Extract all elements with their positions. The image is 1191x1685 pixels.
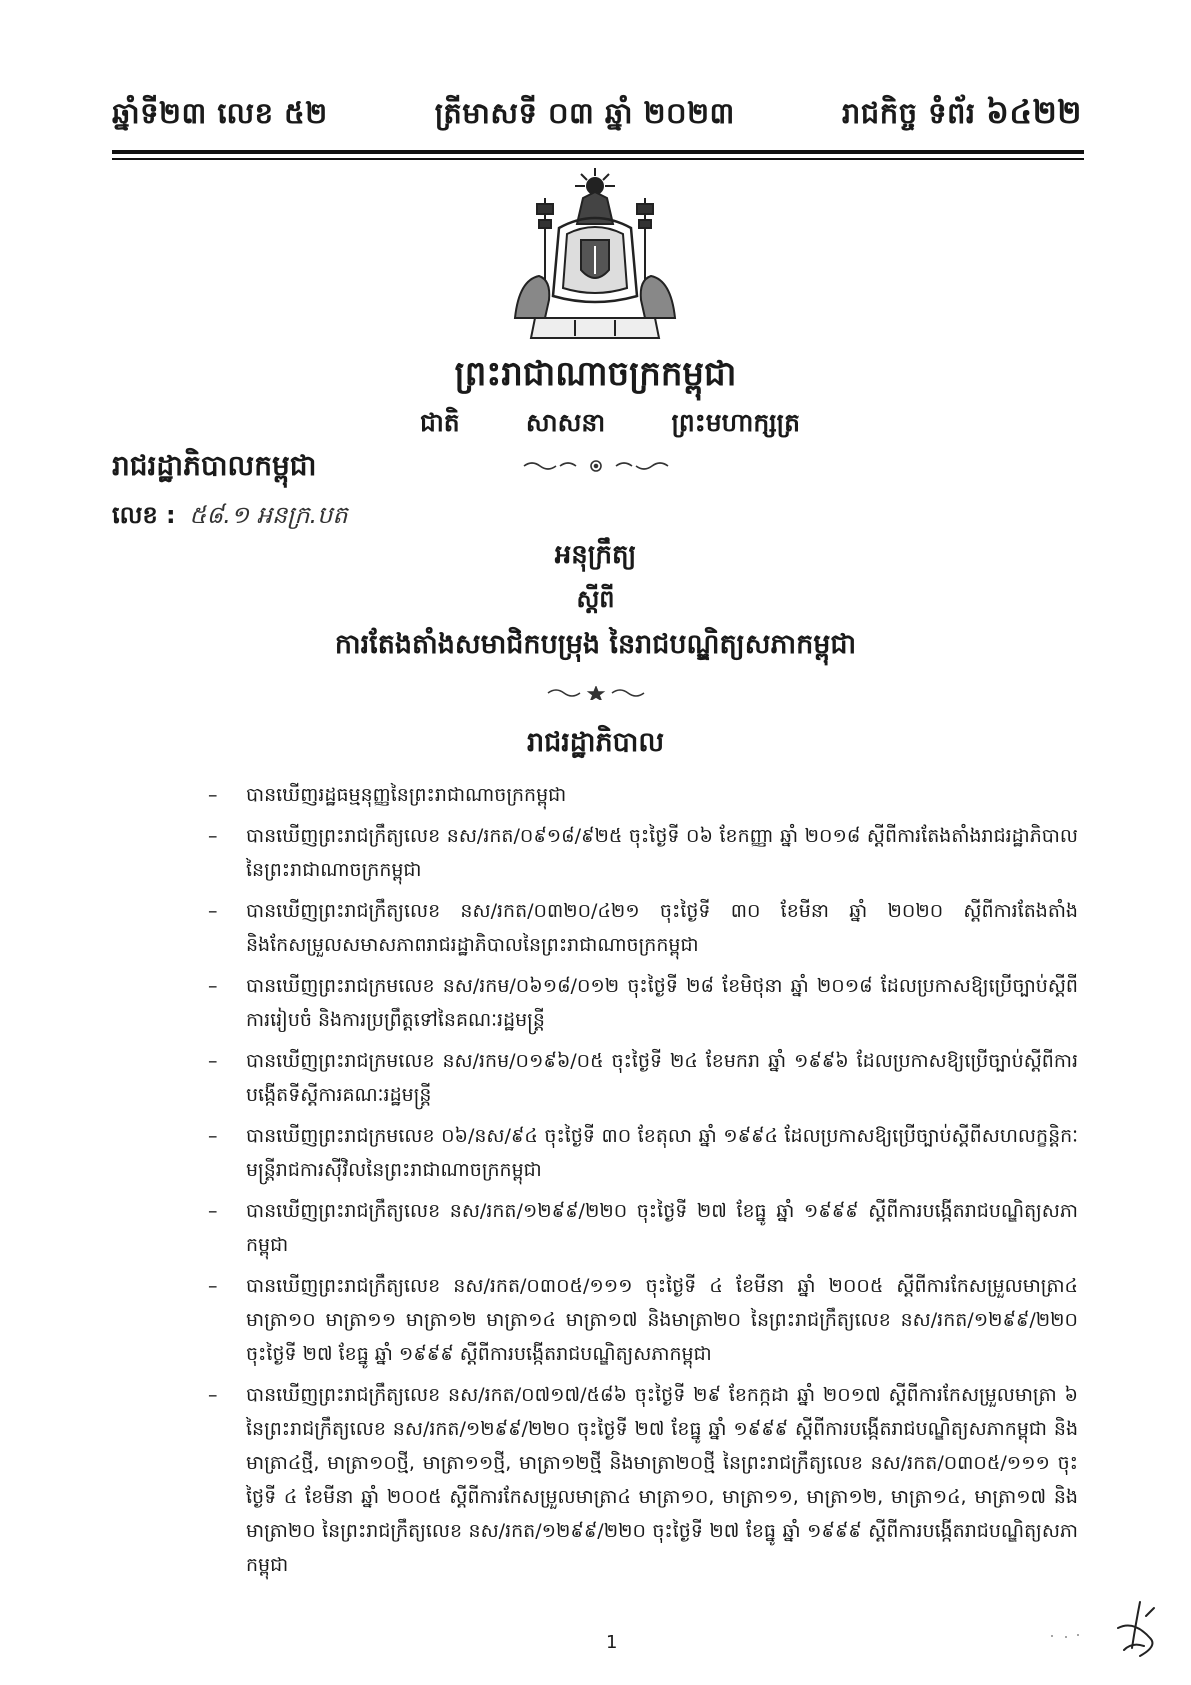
header-rule-thin: [112, 158, 1084, 160]
list-item: – បានឃើញព្រះរាជក្រឹត្យលេខ នស/រកត/០៧១៧/៥៨៦ ចុះថ្ងៃទី ២៩ ខែកក្កដា ឆ្នាំ ២០១៧ ស្ដីពីការកែសម្រួលមាត្រា ៦ នៃព្រះរាជក្រឹត្យលេខ នស/រកត/១២៩៩/២២០ ចុះថ្ងៃទី ២៧ ខែធ្នូ ឆ្នាំ ១៩៩៩ ស្ដីពីការបង្កើតរាជបណ្ឌិត្យសភាកម្ពុជា និងមាត្រា៤ថ្មី, មាត្រា១០ថ្មី, មាត្រា១១ថ្មី, មាត្រា១២ថ្មី និងមាត្រា២០ថ្មី នៃព្រះរាជក្រឹត្យលេខ នស/រកត/០៣០៥/១១១ ចុះថ្ងៃទី ៤ ខែមីនា ឆ្នាំ ២០០៥ ស្ដីពីការកែសម្រួលមាត្រា៤ មាត្រា១០, មាត្រា១១, មាត្រា១២, មាត្រា១៤, មាត្រា១៧ និងមាត្រា២០ នៃព្រះរាជក្រឹត្យលេខ នស/រកត/១២៩៩/២២០ ចុះថ្ងៃទី ២៧ ខែធ្នូ ឆ្នាំ ១៩៩៩ ស្ដីពីការបង្កើតរាជបណ្ឌិត្យសភាកម្ពុជា: [208, 1384, 1078, 1576]
header-issue: ឆ្នាំទី២៣ លេខ ៥២: [112, 96, 328, 130]
motto-religion: សាសនា: [525, 408, 606, 437]
motto-king: ព្រះមហាក្សត្រ: [671, 408, 800, 437]
header-page: [842, 92, 1082, 139]
handwritten-initials-icon: [1110, 1598, 1168, 1662]
header-rule-thick: [112, 150, 1084, 154]
ornament-divider-icon: [520, 458, 672, 474]
list-item: – បានឃើញព្រះរាជក្រមលេខ នស/រកម/០៦១៨/០១២ ចុះថ្ងៃទី ២៨ ខែមិថុនា ឆ្នាំ ២០១៨ ដែលប្រកាសឱ្យប្រើច្បាប់ស្ដីពីការរៀបចំ និងការប្រព្រឹត្តទៅនៃគណៈរដ្ឋមន្ត្រី: [208, 975, 1078, 1031]
national-motto: [420, 408, 800, 444]
document-type: អនុក្រឹត្យ: [554, 540, 637, 570]
list-item: – បានឃើញព្រះរាជក្រឹត្យលេខ នស/រកត/០៣០៥/១១១ ចុះថ្ងៃទី ៤ ខែមីនា ឆ្នាំ ២០០៥ ស្ដីពីការកែសម្រួលមាត្រា៤ មាត្រា១០ មាត្រា១១ មាត្រា១២ មាត្រា១៤ មាត្រា១៧ និងមាត្រា២០ នៃព្រះរាជក្រឹត្យលេខ នស/រកត/១២៩៩/២២០ ចុះថ្ងៃទី ២៧ ខែធ្នូ ឆ្នាំ ១៩៩៩ ស្ដីពីការបង្កើតរាជបណ្ឌិត្យសភាកម្ពុជា: [208, 1275, 1078, 1365]
list-item: – បានឃើញព្រះរាជក្រឹត្យលេខ នស/រកត/០៩១៨/៩២៥ ចុះថ្ងៃទី ០៦ ខែកញ្ញា ឆ្នាំ ២០១៨ ស្ដីពីការតែងតាំងរាជរដ្ឋាភិបាលនៃព្រះរាជាណាចក្រកម្ពុជា: [208, 825, 1078, 881]
page-number: 1: [606, 1632, 618, 1653]
gazette-header: [112, 92, 1082, 139]
document-about: ស្ដីពី: [576, 585, 615, 613]
considerations-list: [208, 778, 1078, 1589]
government-name: រាជរដ្ឋាភិបាលកម្ពុជា: [112, 449, 317, 482]
ornament-star-divider-icon: [546, 686, 646, 700]
list-item: – បានឃើញព្រះរាជក្រមលេខ ០៦/នស/៩៤ ចុះថ្ងៃទី ៣០ ខែតុលា ឆ្នាំ ១៩៩៤ ដែលប្រកាសឱ្យប្រើច្បាប់ស្ដីពីសហលក្ខន្តិកៈមន្ត្រីរាជការស៊ីវិលនៃព្រះរាជាណាចក្រកម្ពុជា: [208, 1125, 1078, 1181]
header-page-label: រាជកិច្ច ទំព័រ: [841, 96, 976, 130]
list-item: – បានឃើញរដ្ឋធម្មនុញ្ញនៃព្រះរាជាណាចក្រកម្ពុជា: [208, 784, 567, 806]
header-page-number: ៦៤២២: [986, 93, 1082, 131]
scan-specks: [1048, 1632, 1088, 1640]
kingdom-name: ព្រះរាជាណាចក្រកម្ពុជា: [454, 354, 737, 394]
list-item: – បានឃើញព្រះរាជក្រឹត្យលេខ នស/រកត/១២៩៩/២២០ ចុះថ្ងៃទី ២៧ ខែធ្នូ ឆ្នាំ ១៩៩៩ ស្ដីពីការបង្កើតរាជបណ្ឌិត្យសភាកម្ពុជា: [208, 1200, 1078, 1256]
issuing-authority: រាជរដ្ឋាភិបាល: [526, 727, 665, 758]
decree-number: [112, 500, 348, 535]
list-item: – បានឃើញព្រះរាជក្រមលេខ នស/រកម/០១៩៦/០៥ ចុះថ្ងៃទី ២៤ ខែមករា ឆ្នាំ ១៩៩៦ ដែលប្រកាសឱ្យប្រើច្បាប់ស្ដីពីការបង្កើតទីស្ដីការគណៈរដ្ឋមន្ត្រី: [208, 1050, 1078, 1106]
motto-nation: ជាតិ: [420, 408, 460, 437]
decree-number-value: ៥៨.១ អនក្រ.បត: [189, 501, 348, 529]
header-quarter: ត្រីមាសទី ០៣ ឆ្នាំ ២០២៣: [434, 96, 735, 130]
royal-arms-icon: [505, 168, 685, 346]
decree-number-label: លេខ :: [112, 501, 176, 529]
list-item: – បានឃើញព្រះរាជក្រឹត្យលេខ នស/រកត/០៣២០/៤២១ ចុះថ្ងៃទី ៣០ ខែមីនា ឆ្នាំ ២០២០ ស្ដីពីការតែងតាំង និងកែសម្រួលសមាសភាពរាជរដ្ឋាភិបាលនៃព្រះរាជាណាចក្រកម្ពុជា: [208, 900, 1078, 956]
document-title: ការតែងតាំងសមាជិកបម្រុង នៃរាជបណ្ឌិត្យសភាកម្ពុជា: [334, 629, 857, 660]
